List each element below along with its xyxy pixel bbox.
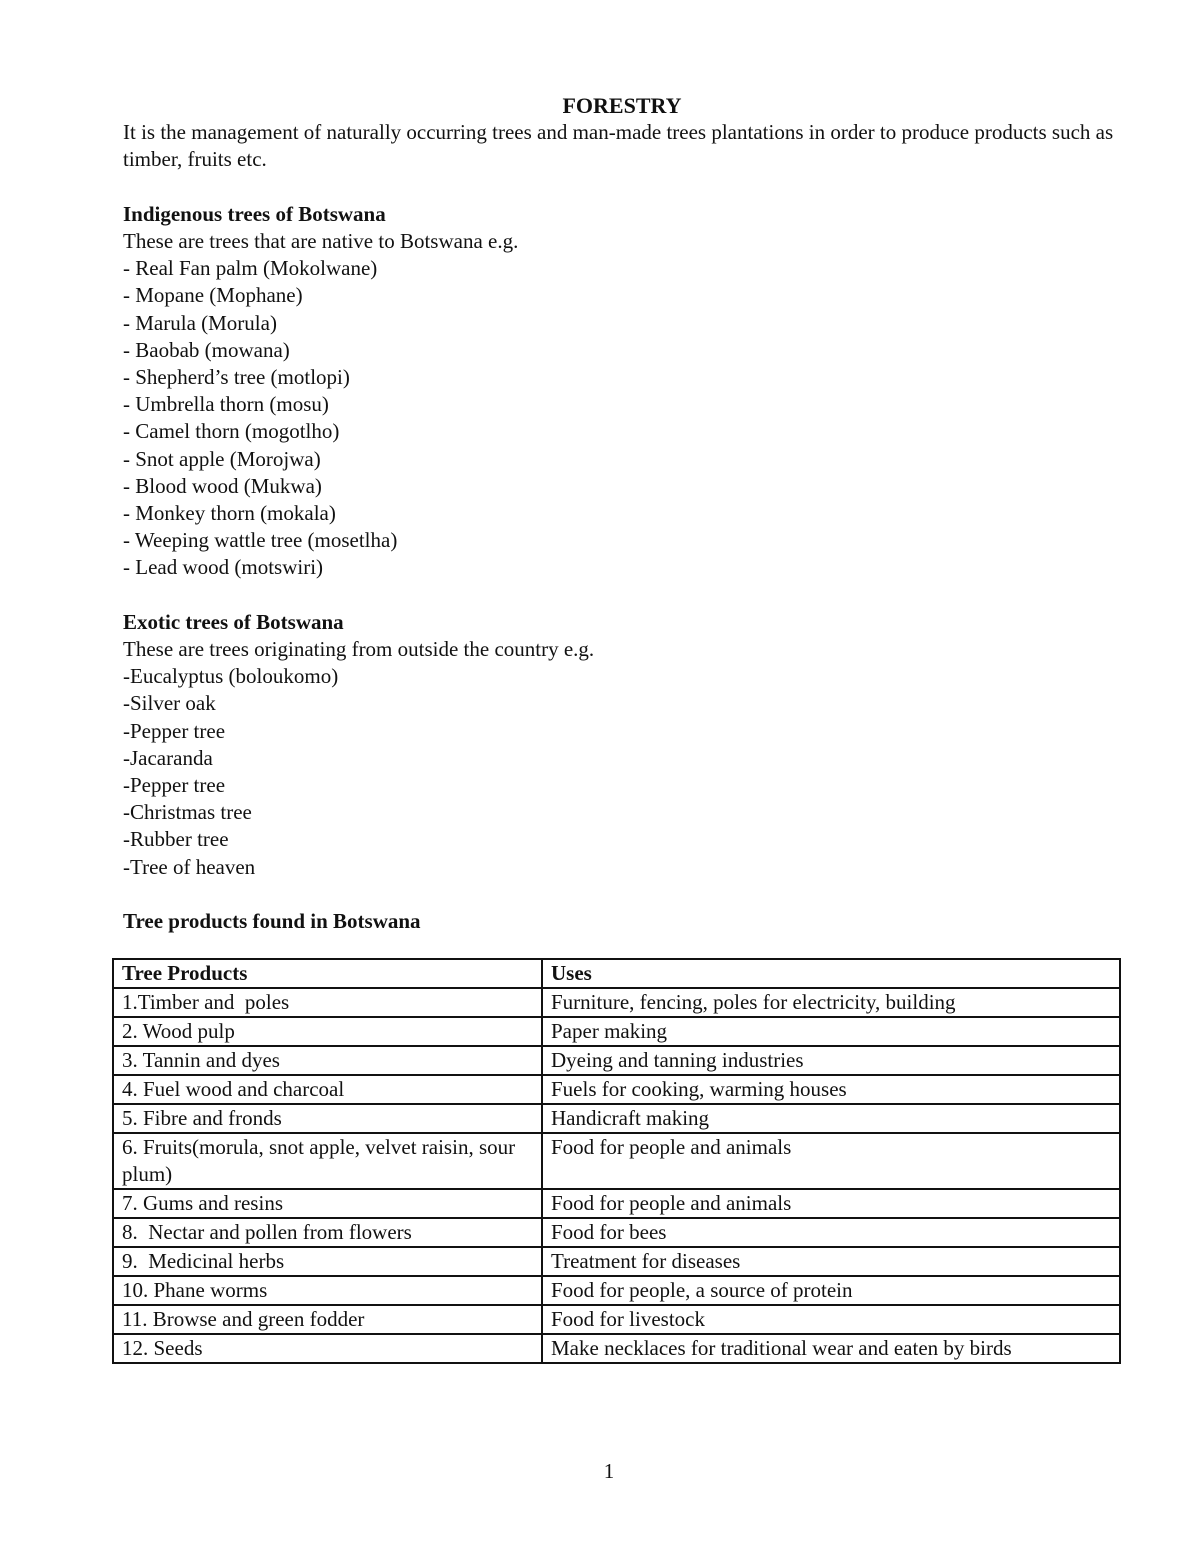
list-item: - Umbrella thorn (mosu) bbox=[123, 392, 329, 417]
list-item: - Real Fan palm (Mokolwane) bbox=[123, 256, 378, 281]
list-item: - Baobab (mowana) bbox=[123, 337, 290, 362]
spacer bbox=[123, 174, 1121, 201]
header-cell-uses: Uses bbox=[542, 959, 1120, 988]
list-item: - Mopane (Mophane) bbox=[123, 283, 303, 308]
use-cell: Treatment for diseases bbox=[542, 1247, 1120, 1276]
table-row bbox=[113, 1334, 1120, 1363]
product-cell: 12. Seeds bbox=[113, 1334, 542, 1363]
header-cell-products: Tree Products bbox=[113, 959, 542, 988]
product-cell: 10. Phane worms bbox=[113, 1276, 542, 1305]
indigenous-list bbox=[123, 255, 1121, 581]
spacer bbox=[123, 881, 1121, 908]
page-number: 1 bbox=[603, 1459, 615, 1483]
list-item: -Rubber tree bbox=[123, 827, 229, 852]
intro-paragraph: It is the management of naturally occurring trees and man-made trees plantations in order to produce products such as timber, fruits etc. bbox=[123, 120, 1119, 172]
table-header-row bbox=[113, 959, 1120, 988]
use-cell: Food for people and animals bbox=[542, 1133, 1120, 1189]
product-cell: 8. Nectar and pollen from flowers bbox=[113, 1218, 542, 1247]
document-body bbox=[123, 92, 1121, 935]
table-row bbox=[113, 1017, 1120, 1046]
product-cell: 3. Tannin and dyes bbox=[113, 1046, 542, 1075]
product-cell: 4. Fuel wood and charcoal bbox=[113, 1075, 542, 1104]
use-cell: Handicraft making bbox=[542, 1104, 1120, 1133]
table-row bbox=[113, 1046, 1120, 1075]
product-cell: 9. Medicinal herbs bbox=[113, 1247, 542, 1276]
list-item: -Christmas tree bbox=[123, 800, 252, 825]
table-row bbox=[113, 1305, 1120, 1334]
use-cell: Make necklaces for traditional wear and eaten by birds bbox=[542, 1334, 1120, 1363]
table-row bbox=[113, 1189, 1120, 1218]
use-cell: Furniture, fencing, poles for electricity, building bbox=[542, 988, 1120, 1017]
table-row bbox=[113, 1276, 1120, 1305]
indigenous-description: These are trees that are native to Botswana e.g. bbox=[123, 228, 519, 253]
list-item: - Camel thorn (mogotlho) bbox=[123, 419, 340, 444]
list-item: - Monkey thorn (mokala) bbox=[123, 501, 336, 526]
product-cell: 5. Fibre and fronds bbox=[113, 1104, 542, 1133]
list-item: - Blood wood (Mukwa) bbox=[123, 473, 322, 498]
list-item: -Pepper tree bbox=[123, 773, 226, 798]
use-cell: Food for people, a source of protein bbox=[542, 1276, 1120, 1305]
use-cell: Dyeing and tanning industries bbox=[542, 1046, 1120, 1075]
indigenous-heading: Indigenous trees of Botswana bbox=[123, 201, 386, 226]
exotic-list bbox=[123, 663, 1121, 881]
list-item: - Snot apple (Morojwa) bbox=[123, 446, 321, 471]
list-item: - Weeping wattle tree (mosetlha) bbox=[123, 528, 398, 553]
list-item: -Pepper tree bbox=[123, 718, 226, 743]
exotic-heading: Exotic trees of Botswana bbox=[123, 609, 344, 634]
table-row bbox=[113, 1075, 1120, 1104]
list-item: - Marula (Morula) bbox=[123, 310, 277, 335]
table-row bbox=[113, 988, 1120, 1017]
use-cell: Paper making bbox=[542, 1017, 1120, 1046]
list-item: -Eucalyptus (boloukomo) bbox=[123, 664, 339, 689]
table-row bbox=[113, 1133, 1120, 1189]
list-item: - Shepherd’s tree (motlopi) bbox=[123, 365, 350, 389]
table-row bbox=[113, 1104, 1120, 1133]
products-heading: Tree products found in Botswana bbox=[123, 909, 421, 934]
page-title: FORESTRY bbox=[562, 93, 682, 118]
tree-products-table bbox=[112, 958, 1121, 1364]
product-cell: 1.Timber and poles bbox=[113, 988, 542, 1017]
list-item: -Silver oak bbox=[123, 691, 216, 716]
list-item: -Tree of heaven bbox=[123, 854, 256, 879]
use-cell: Fuels for cooking, warming houses bbox=[542, 1075, 1120, 1104]
use-cell: Food for people and animals bbox=[542, 1189, 1120, 1218]
list-item: - Lead wood (motswiri) bbox=[123, 555, 324, 580]
list-item: -Jacaranda bbox=[123, 745, 213, 770]
table-row bbox=[113, 1218, 1120, 1247]
spacer bbox=[123, 582, 1121, 609]
product-cell: 7. Gums and resins bbox=[113, 1189, 542, 1218]
use-cell: Food for livestock bbox=[542, 1305, 1120, 1334]
product-cell: 11. Browse and green fodder bbox=[113, 1305, 542, 1334]
product-cell: 2. Wood pulp bbox=[113, 1017, 542, 1046]
product-cell: 6. Fruits(morula, snot apple, velvet raisin, sour plum) bbox=[113, 1133, 542, 1189]
use-cell: Food for bees bbox=[542, 1218, 1120, 1247]
table-row bbox=[113, 1247, 1120, 1276]
exotic-description: These are trees originating from outside the country e.g. bbox=[123, 637, 595, 662]
